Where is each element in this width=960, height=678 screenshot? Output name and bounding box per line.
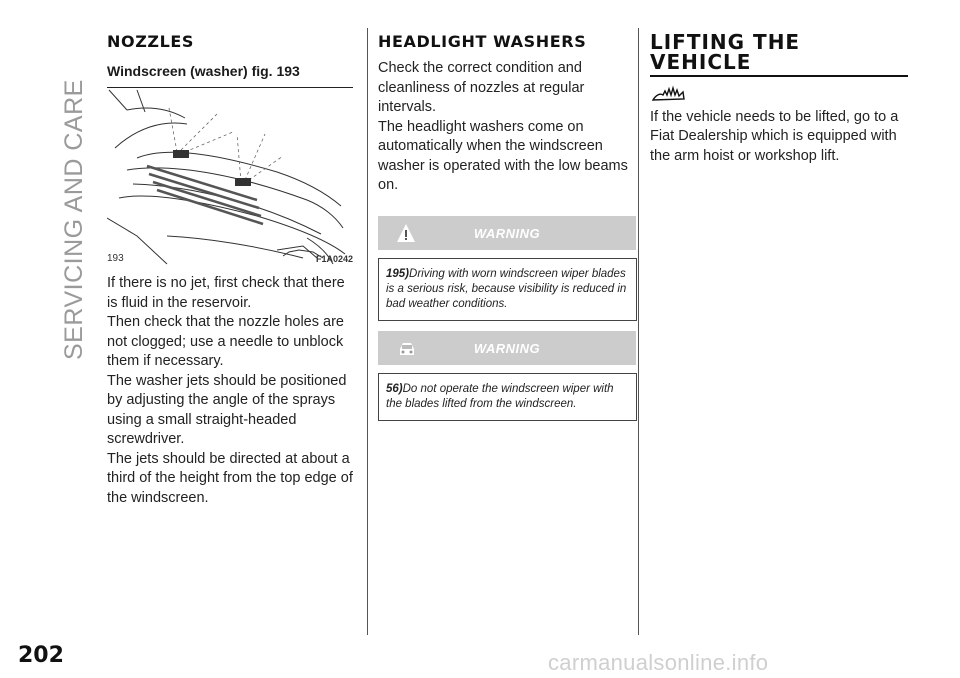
lifting-paragraph: If the vehicle needs to be lifted, go to a Fiat Dealership which is equipped with the arm hoist or workshop lift. [650,108,899,164]
heading-lifting-vehicle [650,32,910,72]
warning-text [386,382,630,412]
section-side-tab [60,30,90,360]
windscreen-washer-illustration [107,88,353,266]
warning-title: WARNING [473,340,541,356]
column-lifting-vehicle [650,32,910,166]
warning-title: WARNING [473,225,541,241]
warning-body: Driving with worn windscreen wiper blades is a serious risk, because visibility is reduced in bad weather conditions. [386,267,627,310]
paragraph: If there is no jet, first check that there is fluid in the reservoir. [107,275,345,311]
figure-193 [107,87,353,266]
paragraph: The washer jets should be positioned by adjusting the angle of the sprays using a small straight-headed screwdriver. [107,372,347,447]
warning-text [386,267,630,312]
subheading-windscreen-washer: Windscreen (washer) fig. 193 [107,63,300,79]
section-title: SERVICING AND CARE [60,79,88,360]
heading-line: VEHICLE [650,50,752,74]
lift-hand-icon [650,83,690,103]
paragraph: The headlight washers come on automatically when the windscreen washer is operated with the low beams on. [378,118,628,193]
paragraph: Check the correct condition and cleanliness of nozzles at regular intervals. [378,60,585,115]
warning-box [378,258,637,321]
heading-headlight-washers: HEADLIGHT WASHERS [378,32,587,51]
warning-ref: 195) [386,267,410,280]
column-headlight-washers [378,32,630,421]
warning-box [378,373,637,421]
nozzles-body [107,274,357,508]
figure-number: 193 [107,253,124,264]
headlight-body [378,59,630,196]
warning-header [378,216,636,250]
warning-header [378,331,636,365]
paragraph: The jets should be directed at about a third of the height from the top edge of the windscreen. [107,450,353,506]
column-nozzles [107,32,357,508]
warning-ref: 56) [386,382,403,395]
column-divider [367,28,368,635]
column-divider [638,28,639,635]
heading-underline [650,75,908,77]
figure-code: F1A0242 [315,254,353,264]
watermark: carmanualsonline.info [548,650,769,675]
heading-line: LIFTING THE [650,30,801,54]
paragraph: Then check that the nozzle holes are not clogged; use a needle to unblock them if necessary. [107,314,344,369]
page-number: 202 [18,643,64,668]
warning-body: Do not operate the windscreen wiper with the blades lifted from the windscreen. [386,382,614,410]
heading-nozzles: NOZZLES [107,32,195,51]
